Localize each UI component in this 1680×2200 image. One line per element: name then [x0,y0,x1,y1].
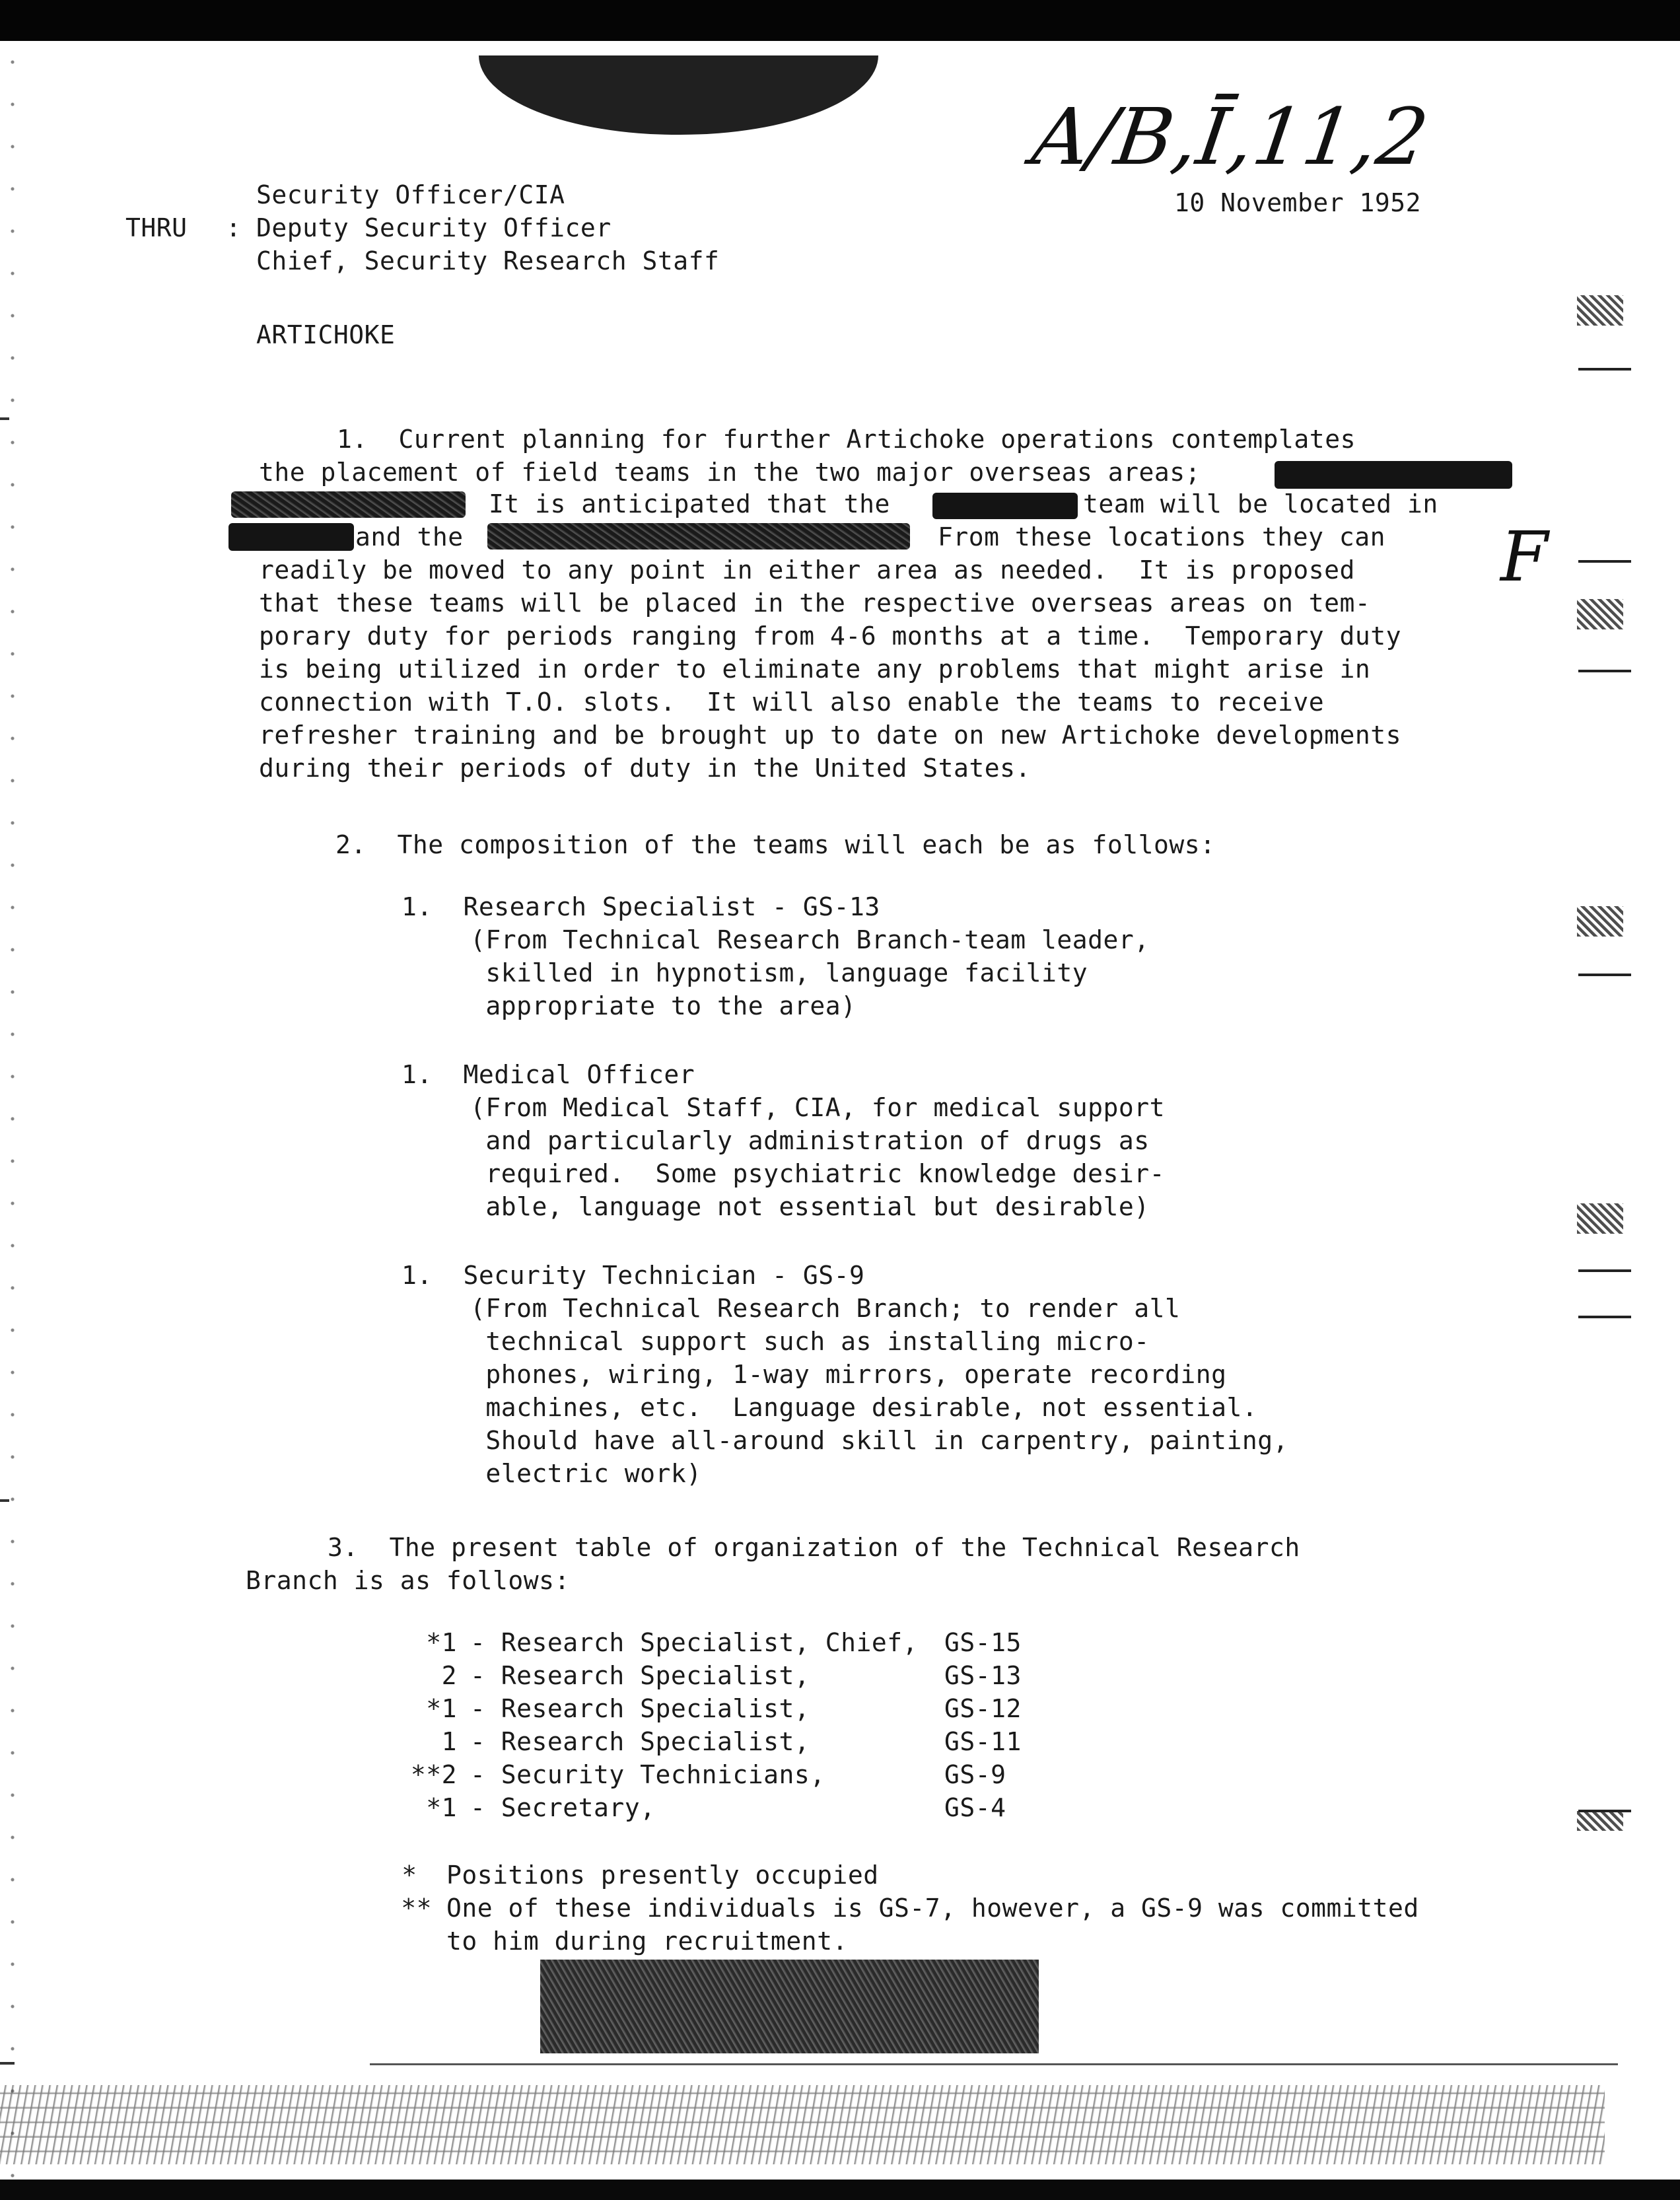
right-margin-scribble [1577,599,1623,629]
right-margin-mark [1578,1269,1631,1272]
top-scan-border [0,0,1680,41]
org-table-grade: GS-11 [944,1727,1022,1756]
org-table-count: 1 [441,1727,457,1756]
org-table-count: **2 [410,1760,457,1789]
right-margin-mark [1578,368,1631,371]
para1-line6: that these teams will be placed in the respective overseas areas on tem- [259,588,1371,618]
org-table-position: - Research Specialist, Chief, [470,1628,918,1657]
handwritten-file-reference: A/B,Ī,11,2 [1027,91,1434,182]
team-member-detail: able, language not essential but desirable) [470,1192,1150,1221]
thru-colon: : [226,213,242,242]
team-member-detail: skilled in hypnotism, language facility [470,958,1088,987]
document-page [0,41,1680,2180]
team-member-detail: (From Technical Research Branch; to render all [470,1294,1181,1323]
team-member-title: 1. Security Technician - GS-9 [402,1261,865,1290]
para1-line3b: team will be located in [1083,489,1438,518]
para3-line1: 3. The present table of organization of the Technical Research [328,1533,1300,1562]
team-member-detail: (From Technical Research Branch-team leader, [470,925,1150,954]
org-table-count: *1 [426,1793,457,1822]
team-member-detail: machines, etc. Language desirable, not essential. [470,1393,1258,1422]
redaction-block [932,493,1078,519]
para1-line1: 1. Current planning for further Artichoke operations contemplates [337,425,1356,454]
thru-label: THRU [125,213,188,242]
org-table-position: - Secretary, [470,1793,656,1822]
team-member-detail: and particularly administration of drugs as [470,1126,1150,1155]
para1-line8: is being utilized in order to eliminate any problems that might arise in [259,655,1371,684]
right-margin-mark [1578,670,1631,672]
subject-line: ARTICHOKE [256,320,396,349]
addressee-to: Security Officer/CIA [256,180,565,209]
right-margin-mark [1578,1316,1631,1318]
team-member-title: 1. Research Specialist - GS-13 [402,892,880,921]
team-member-title: 1. Medical Officer [402,1060,695,1089]
right-margin-scribble [1577,295,1623,326]
para2-intro: 2. The composition of the teams will each be as follows: [335,830,1216,859]
para3-line2: Branch is as follows: [246,1566,570,1595]
thru-deputy-security-officer: Deputy Security Officer [256,213,612,242]
right-margin-mark [1578,560,1631,563]
right-margin-mark [1578,974,1631,976]
team-member-detail: appropriate to the area) [470,991,857,1020]
para1-line4b: From these locations they can [938,522,1385,551]
redaction-block [1275,461,1512,489]
footnote-marker: ** [401,1894,432,1923]
bottom-redaction-stamp [540,1960,1039,2053]
footnote-gs7-line2: to him during recruitment. [446,1927,848,1956]
org-table-position: - Security Technicians, [470,1760,825,1789]
memo-date: 10 November 1952 [1174,188,1422,217]
right-margin-scribble [1577,1811,1623,1831]
org-table-grade: GS-15 [944,1628,1022,1657]
team-member-detail: phones, wiring, 1-way mirrors, operate recording [470,1360,1227,1389]
redaction-block [231,491,466,518]
para1-line9: connection with T.O. slots. It will also enable the teams to receive [259,688,1325,717]
org-table-position: - Research Specialist, [470,1727,810,1756]
footnote-marker: * [402,1861,417,1890]
org-table-grade: GS-13 [944,1661,1022,1690]
left-margin-mark [0,2062,15,2065]
para1-line5: readily be moved to any point in either area as needed. It is proposed [259,555,1355,585]
para1-line7: porary duty for periods ranging from 4-6 months at a time. Temporary duty [259,621,1401,651]
redaction-block [228,523,354,551]
team-member-detail: Should have all-around skill in carpentry, painting, [470,1426,1289,1455]
para1-line4a: and the [355,522,464,551]
para1-line2: the placement of field teams in the two major overseas areas; [259,458,1201,487]
redaction-block [487,523,910,550]
team-member-detail: electric work) [470,1459,702,1488]
team-member-detail: required. Some psychiatric knowledge desir- [470,1159,1166,1188]
para1-line11: during their periods of duty in the United States. [259,754,1031,783]
org-table-position: - Research Specialist, [470,1661,810,1690]
org-table-count: 2 [441,1661,457,1690]
left-margin-specks [0,41,40,2180]
org-table-count: *1 [426,1628,457,1657]
bottom-rule [370,2063,1618,2065]
top-redaction-stamp [479,55,878,135]
org-table-grade: GS-12 [944,1694,1022,1723]
left-margin-mark [0,417,9,420]
footnote-gs7-line1: One of these individuals is GS-7, however, a GS-9 was committed [446,1894,1419,1923]
org-table-count: *1 [426,1694,457,1723]
org-table-grade: GS-9 [944,1760,1006,1789]
team-member-detail: (From Medical Staff, CIA, for medical support [470,1093,1166,1122]
org-table-position: - Research Specialist, [470,1694,810,1723]
org-table-grade: GS-4 [944,1793,1006,1822]
team-member-detail: technical support such as installing micro- [470,1327,1150,1356]
bottom-scan-border [0,2180,1680,2200]
right-margin-scribble [1577,906,1623,937]
bottom-scan-noise [0,2085,1605,2164]
right-margin-scribble [1577,1203,1623,1234]
left-margin-mark [0,1499,9,1502]
footnote-positions-occupied: Positions presently occupied [446,1861,879,1890]
para1-line3a: It is anticipated that the [489,489,890,518]
thru-chief-security-research: Chief, Security Research Staff [256,246,720,275]
handwritten-letter-f: F [1500,516,1549,597]
para1-line10: refresher training and be brought up to date on new Artichoke developments [259,721,1401,750]
